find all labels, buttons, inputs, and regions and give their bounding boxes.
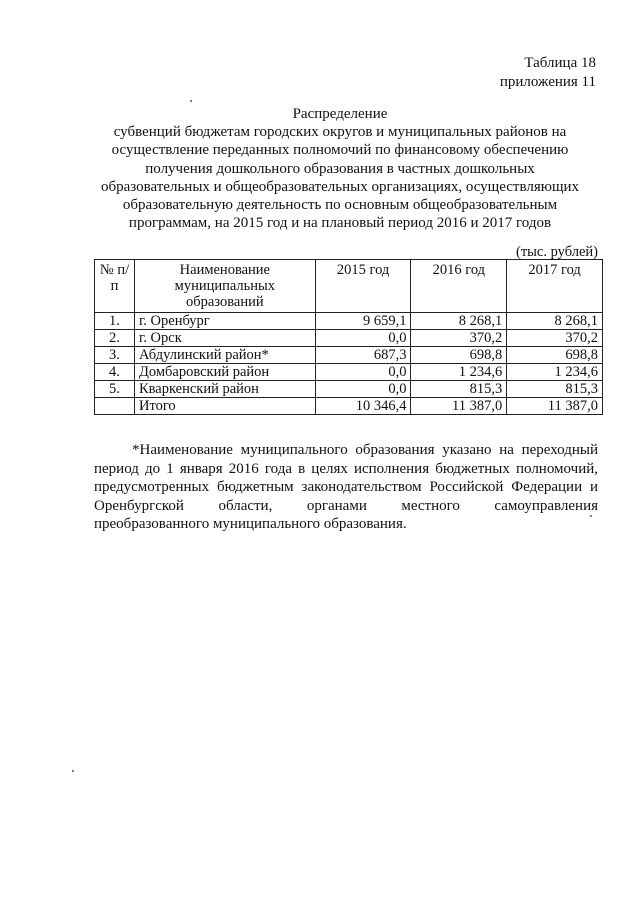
total-2015: 10 346,4 [315,398,411,415]
table-row [95,330,603,347]
scan-speck [590,515,592,517]
table-total-row [95,398,603,415]
row-name: г. Оренбург [134,313,315,330]
row-num: 3. [95,347,135,364]
row-name: Кваркенский район [134,381,315,398]
table-row [95,347,603,364]
row-2015: 9 659,1 [315,313,411,330]
row-name: Абдулинский район* [134,347,315,364]
row-2017: 370,2 [507,330,603,347]
footnote-line: период до 1 января 2016 года в целях исполнения бюджетных полномочий, [94,460,598,477]
row-2015: 0,0 [315,381,411,398]
row-2016: 698,8 [411,347,507,364]
row-2017: 1 234,6 [507,364,603,381]
total-num [95,398,135,415]
row-2016: 1 234,6 [411,364,507,381]
row-num: 5. [95,381,135,398]
row-2017: 815,3 [507,381,603,398]
row-num: 2. [95,330,135,347]
footnote-line: преобразованного муниципального образования. [94,516,407,532]
row-name: Домбаровский район [134,364,315,381]
total-label: Итого [134,398,315,415]
footnote [94,441,598,534]
title-line: осуществление переданных полномочий по финансовому обеспечению [111,142,569,159]
footnote-line: предусмотренных бюджетным законодательством Российской Федерации и [94,479,598,495]
header-2016: 2016 год [411,260,507,313]
row-2017: 698,8 [507,347,603,364]
row-num: 4. [95,364,135,381]
header-2017: 2017 год [507,260,603,313]
footnote-line: Оренбургской области, органами местного самоуправления [94,497,598,514]
units-label: (тыс. рублей) [516,244,598,260]
row-2015: 687,3 [315,347,411,364]
row-num: 1. [95,313,135,330]
subvention-table [94,259,603,415]
document-title [92,105,588,232]
title-line: образовательную деятельность по основным общеобразовательным [122,197,558,214]
scan-speck [190,100,192,102]
table-label: Таблица 18 [524,55,596,71]
table-reference [500,54,596,92]
title-line: получения дошкольного образования в частных дошкольных [145,160,535,177]
scan-speck [72,770,74,772]
header-name: Наименование муниципальных образований [134,260,315,313]
footnote-line [94,441,598,460]
row-2015: 0,0 [315,330,411,347]
title-line: образовательных и общеобразовательных организациях, осуществляющих [100,178,580,195]
table-row [95,313,603,330]
row-2016: 815,3 [411,381,507,398]
table-row [95,381,603,398]
row-2017: 8 268,1 [507,313,603,330]
header-num: № п/п [95,260,135,313]
total-2016: 11 387,0 [411,398,507,415]
table-header-row [95,260,603,313]
row-2016: 8 268,1 [411,313,507,330]
title-heading: Распределение [292,106,388,122]
total-2017: 11 387,0 [507,398,603,415]
title-line: субвенций бюджетам городских округов и муниципальных районов на [113,124,567,141]
title-line: программам, на 2015 год и на плановый период 2016 и 2017 годов [128,215,552,232]
row-name: г. Орск [134,330,315,347]
footnote-text: *Наименование муниципального образования указано на переходный [132,442,598,458]
table-row [95,364,603,381]
appendix-label: приложения 11 [499,74,596,90]
header-2015: 2015 год [315,260,411,313]
row-2016: 370,2 [411,330,507,347]
row-2015: 0,0 [315,364,411,381]
